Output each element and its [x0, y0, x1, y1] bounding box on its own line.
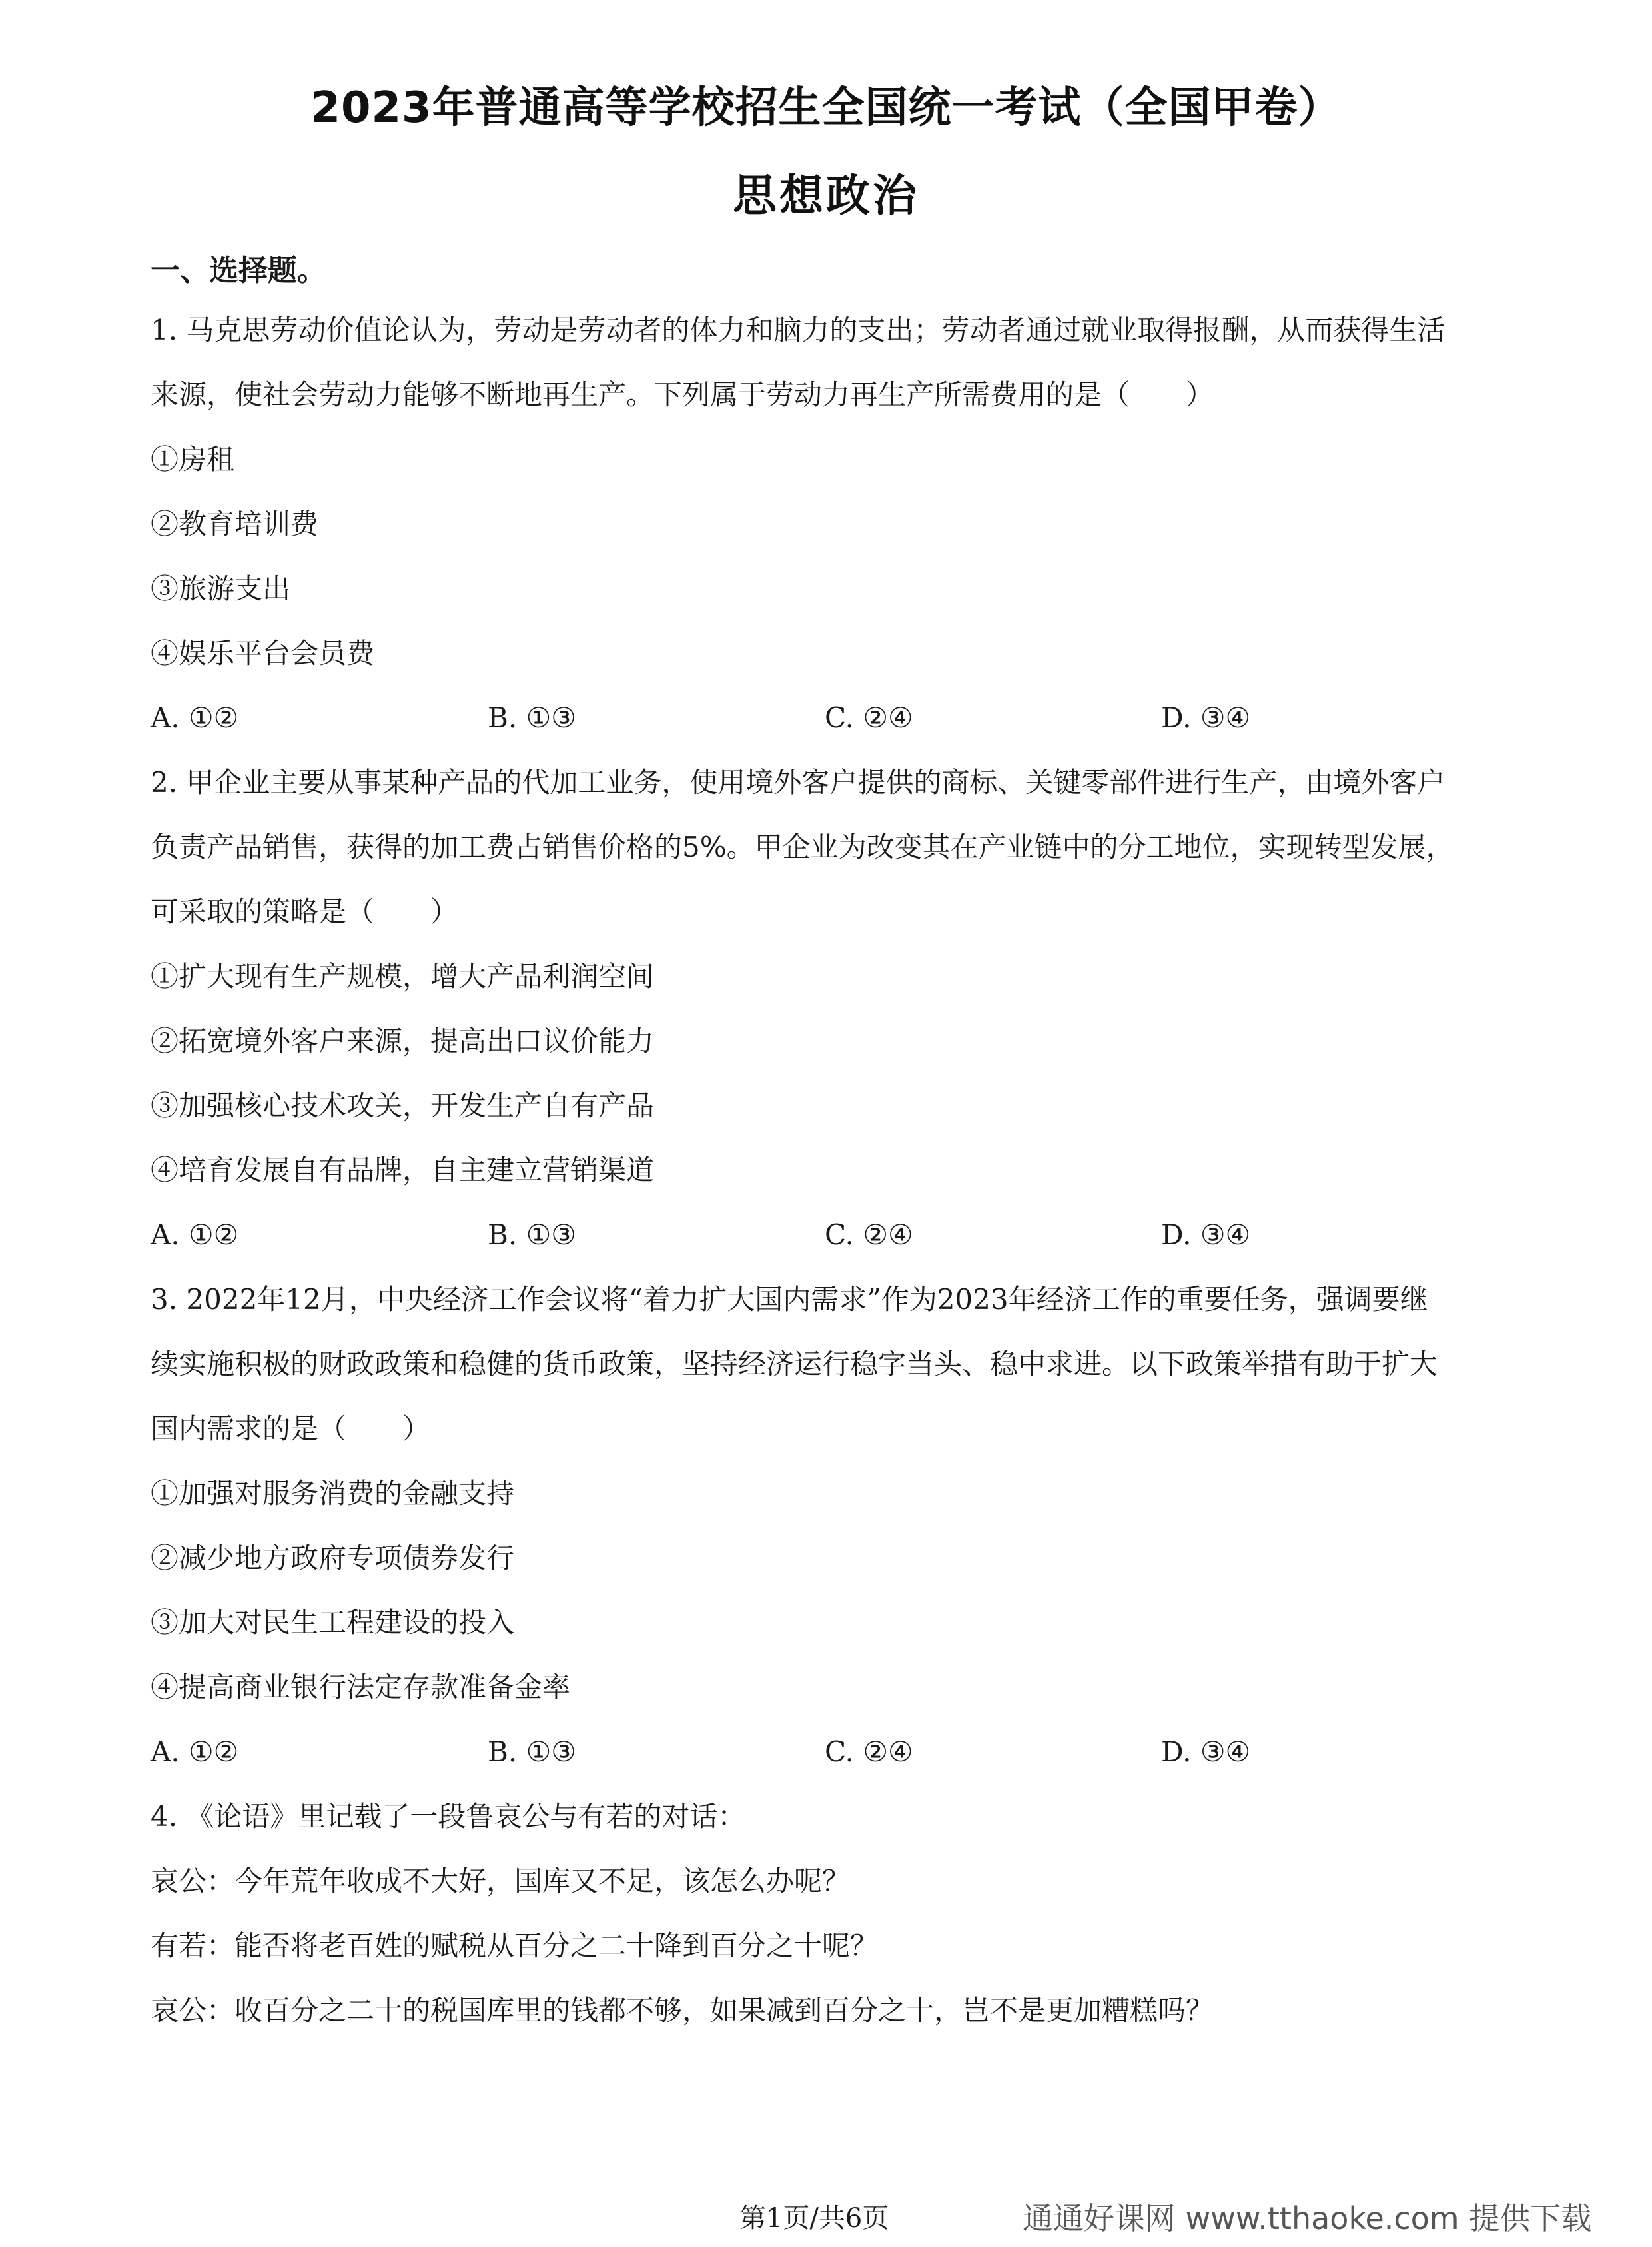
q2-item: ③加强核心技术攻关，开发生产自有产品 — [151, 1089, 655, 1122]
watermark-text: 通通好课网 www.tthaoke.com 提供下载 — [1023, 2200, 1592, 2236]
q2-stem-line: 负责产品销售，获得的加工费占销售价格的5%。甲企业为改变其在产业链中的分工地位，实现转型发展， — [151, 831, 1454, 863]
q2-option-b: B. ①③ — [488, 1218, 576, 1251]
q2-item: ①扩大现有生产规模，增大产品利润空间 — [151, 960, 655, 993]
section-heading: 一、选择题。 — [151, 254, 326, 288]
q1-stem-line: 1. 马克思劳动价值论认为，劳动是劳动者的体力和脑力的支出；劳动者通过就业取得报酬，从而获得生活 — [151, 314, 1446, 346]
q1-option-a: A. ①② — [151, 701, 239, 734]
q1-stem-line: 来源，使社会劳动力能够不断地再生产。下列属于劳动力再生产所需费用的是（ ） — [151, 378, 1214, 411]
q3-stem-line: 续实施积极的财政政策和稳健的货币政策，坚持经济运行稳字当头、稳中求进。以下政策举措有助于扩大 — [151, 1348, 1438, 1380]
q4-dialogue-line: 有若：能否将老百姓的赋税从百分之二十降到百分之十呢？ — [151, 1929, 879, 1962]
q1-item: ②教育培训费 — [151, 508, 319, 540]
q3-item: ①加强对服务消费的金融支持 — [151, 1477, 515, 1510]
q3-item: ②减少地方政府专项债券发行 — [151, 1542, 515, 1574]
q4-dialogue-line: 哀公：今年荒年收成不大好，国库又不足，该怎么办呢？ — [151, 1865, 851, 1897]
q3-option-a: A. ①② — [151, 1735, 239, 1768]
page-number: 第1页/共6页 — [739, 2203, 889, 2234]
q2-option-d: D. ③④ — [1161, 1218, 1251, 1251]
q3-item: ④提高商业银行法定存款准备金率 — [151, 1671, 571, 1703]
q2-stem-line: 可采取的策略是（ ） — [151, 895, 459, 928]
q3-option-b: B. ①③ — [488, 1735, 576, 1768]
q2-item: ②拓宽境外客户来源，提高出口议价能力 — [151, 1025, 655, 1057]
q1-item: ④娱乐平台会员费 — [151, 637, 375, 670]
q4-dialogue-line: 哀公：收百分之二十的税国库里的钱都不够，如果减到百分之十，岂不是更加糟糕吗？ — [151, 1994, 1214, 2026]
exam-subject: 思想政治 — [733, 170, 919, 221]
q1-option-b: B. ①③ — [488, 701, 576, 734]
exam-title: 2023年普通高等学校招生全国统一考试（全国甲卷） — [310, 83, 1342, 133]
q3-stem-line: 3. 2022年12月，中央经济工作会议将“着力扩大国内需求”作为2023年经济工作的重要任务，强调要继 — [151, 1283, 1428, 1316]
q3-option-c: C. ②④ — [825, 1735, 913, 1768]
q3-item: ③加大对民生工程建设的投入 — [151, 1606, 515, 1639]
q2-item: ④培育发展自有品牌，自主建立营销渠道 — [151, 1154, 655, 1186]
q3-stem-line: 国内需求的是（ ） — [151, 1412, 431, 1445]
q1-item: ①房租 — [151, 443, 235, 476]
q3-option-d: D. ③④ — [1161, 1735, 1251, 1768]
q2-option-c: C. ②④ — [825, 1218, 913, 1251]
q4-stem-line: 4. 《论语》里记载了一段鲁哀公与有若的对话： — [151, 1800, 746, 1833]
q1-item: ③旅游支出 — [151, 572, 291, 605]
q1-option-d: D. ③④ — [1161, 701, 1251, 734]
q1-option-c: C. ②④ — [825, 701, 913, 734]
q2-stem-line: 2. 甲企业主要从事某种产品的代加工业务，使用境外客户提供的商标、关键零部件进行生产，由境外客户 — [151, 766, 1446, 799]
q2-option-a: A. ①② — [151, 1218, 239, 1251]
